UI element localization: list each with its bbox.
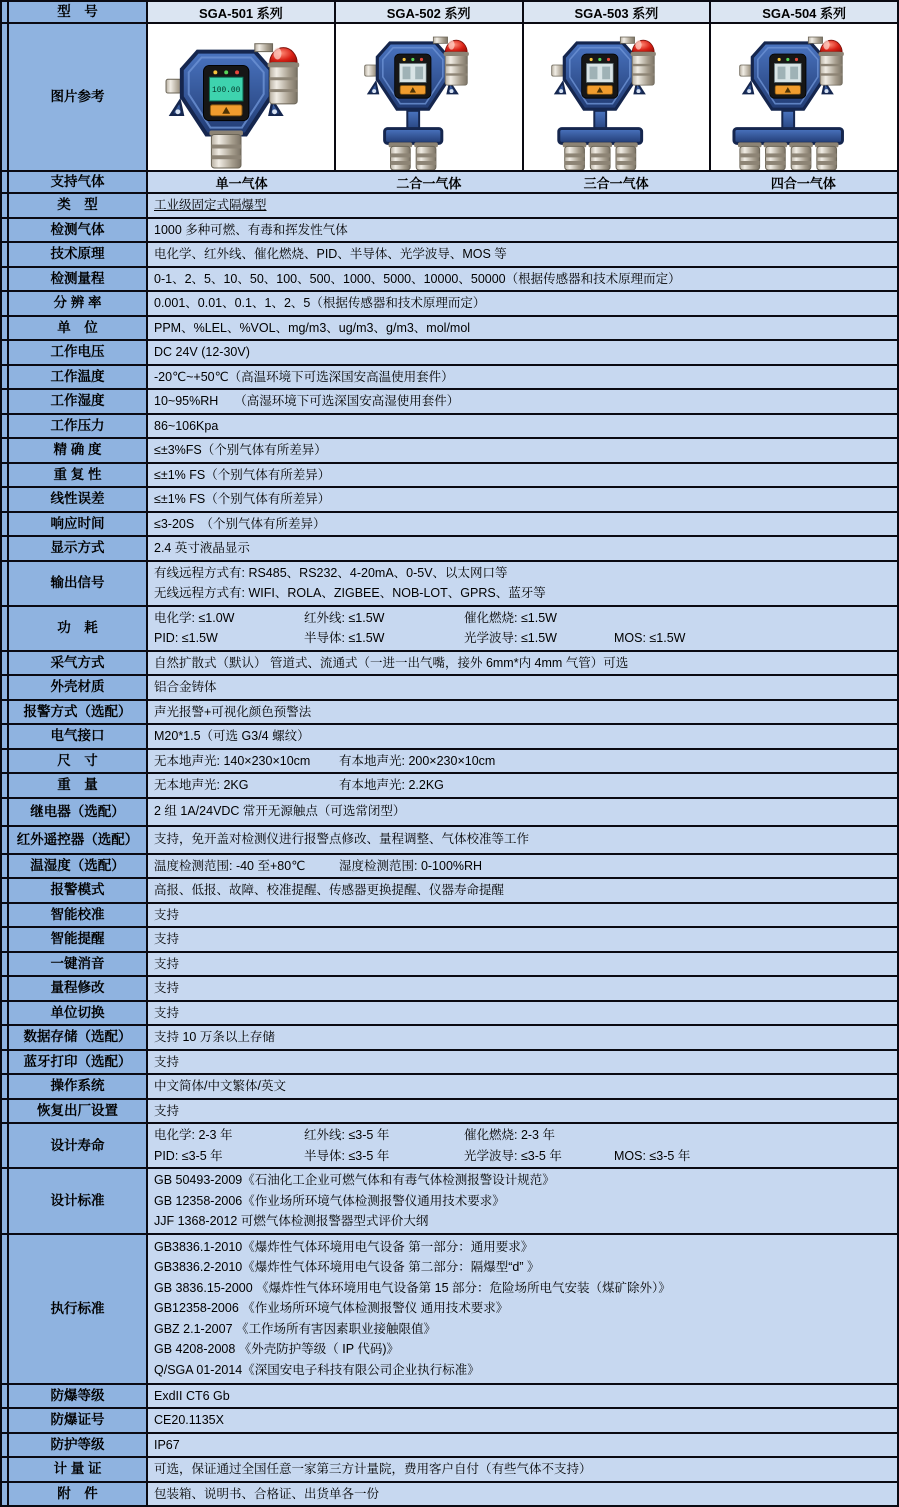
spec-label: 防爆证号 <box>9 1409 148 1432</box>
spec-label: 量程修改 <box>9 977 148 1000</box>
spec-value <box>148 977 897 1000</box>
spec-value-line: CE20.1135X <box>154 1413 224 1427</box>
left-strip <box>2 464 9 487</box>
spec-row <box>2 975 897 1000</box>
left-strip <box>2 366 9 389</box>
left-strip <box>2 855 9 878</box>
spec-value-line: 2.4 英寸液晶显示 <box>154 541 250 555</box>
spec-value-line: ≤±1% FS（个别气体有所差异） <box>154 492 331 506</box>
spec-row <box>2 699 897 724</box>
spec-row <box>2 1383 897 1408</box>
spec-row <box>2 748 897 773</box>
model-header-sga-502: SGA-502 系列 <box>336 2 524 22</box>
spec-value-line: Q/SGA 01-2014《深国安电子科技有限公司企业执行标准》 <box>154 1362 480 1377</box>
left-strip <box>2 24 9 170</box>
spec-row <box>2 1024 897 1049</box>
spec-row <box>2 1407 897 1432</box>
spec-row <box>2 926 897 951</box>
spec-value-line: 可选，保证通过全国任意一家第三方计量院，费用客户自付（有些气体不支持） <box>154 1462 592 1476</box>
spec-value <box>148 799 897 825</box>
spec-row <box>2 1167 897 1233</box>
spec-value-line: GB3836.2-2010《爆炸性气体环境用电气设备 第二部分：隔爆型“d” 》 <box>154 1260 540 1275</box>
spec-label: 继电器（选配） <box>9 799 148 825</box>
spec-value-line <box>154 1146 893 1167</box>
device-image-cell-sga-501 <box>148 24 336 170</box>
spec-value <box>148 537 897 560</box>
spec-value-segment: 有本地声光: 2.2KG <box>339 778 444 792</box>
spec-row <box>2 1233 897 1383</box>
left-strip <box>2 652 9 675</box>
left-strip <box>2 725 9 748</box>
spec-label: 类 型 <box>9 194 148 217</box>
model-header-sga-503: SGA-503 系列 <box>524 2 712 22</box>
left-strip <box>2 928 9 951</box>
device-illustration-sga-503 <box>524 24 708 170</box>
left-strip <box>2 953 9 976</box>
spec-value-line: 支持 <box>154 1005 180 1020</box>
spec-value-segment: PID: ≤3-5 年 <box>154 1148 223 1163</box>
spec-value-segment: 无本地声光: 2KG <box>154 778 249 792</box>
spec-value <box>148 953 897 976</box>
left-strip <box>2 1026 9 1049</box>
spec-row <box>2 364 897 389</box>
left-strip <box>2 513 9 536</box>
spec-value-line: 支持 <box>154 956 180 971</box>
spec-value-line: M20*1.5（可选 G3/4 螺纹） <box>154 729 310 743</box>
spec-value <box>148 1483 897 1506</box>
spec-value <box>148 513 897 536</box>
spec-value <box>148 725 897 748</box>
spec-label: 防护等级 <box>9 1434 148 1457</box>
gas-type-cell: 二合一气体 <box>335 172 522 192</box>
left-strip <box>2 1458 9 1481</box>
spec-label: 检测量程 <box>9 268 148 291</box>
spec-value <box>148 1434 897 1457</box>
spec-value-line: 86~106Kpa <box>154 418 219 433</box>
spec-value-segment: 催化燃烧: 2-3 年 <box>464 1128 555 1142</box>
spec-row <box>2 462 897 487</box>
spec-label: 输出信号 <box>9 562 148 605</box>
spec-value-line: GB 12358-2006《作业场所环境气体检测报警仪通用技术要求》 <box>154 1193 505 1208</box>
spec-value-segment: PID: ≤1.5W <box>154 631 218 645</box>
spec-value <box>148 219 897 242</box>
spec-value-segment: MOS: ≤1.5W <box>614 631 686 645</box>
left-strip <box>2 1051 9 1074</box>
spec-value-line: -20℃~+50℃（高温环境下可选深国安高温使用套件） <box>154 369 454 384</box>
device-image-cell-sga-504 <box>711 24 897 170</box>
spec-value-segment: 无本地声光: 140×230×10cm <box>154 753 311 768</box>
spec-value <box>148 1002 897 1025</box>
spec-label: 精 确 度 <box>9 439 148 462</box>
spec-row <box>2 853 897 878</box>
spec-label: 单位切换 <box>9 1002 148 1025</box>
spec-value <box>148 341 897 364</box>
spec-value <box>148 1409 897 1432</box>
spec-value-line: 工业级固定式隔爆型 <box>154 198 267 212</box>
spec-value-line: 2 组 1A/24VDC 常开无源触点（可选常闭型） <box>154 804 406 819</box>
spec-value-segment: 湿度检测范围: 0-100%RH <box>339 858 483 873</box>
spec-value-line: 声光报警+可视化颜色预警法 <box>154 704 312 719</box>
spec-value <box>148 562 897 605</box>
left-strip <box>2 1075 9 1098</box>
device-illustration-sga-504 <box>712 24 896 170</box>
spec-row <box>2 772 897 797</box>
spec-label: 蓝牙打印（选配） <box>9 1051 148 1074</box>
spec-label: 显示方式 <box>9 537 148 560</box>
spec-label: 执行标准 <box>9 1235 148 1383</box>
spec-value-line: 0-1、2、5、10、50、100、500、1000、5000、10000、50000（根据传感器和技术原理而定） <box>154 271 681 286</box>
spec-value <box>148 701 897 724</box>
spec-value <box>148 488 897 511</box>
spec-value-line: 支持，免开盖对检测仪进行报警点修改、量程调整、气体校准等工作 <box>154 832 530 847</box>
spec-label: 数据存储（选配） <box>9 1026 148 1049</box>
spec-row <box>2 511 897 536</box>
spec-value-line: 支持 <box>154 932 180 946</box>
spec-row <box>2 241 897 266</box>
spec-value <box>148 317 897 340</box>
spec-label: 智能校准 <box>9 904 148 927</box>
spec-value-line: 支持 10 万条以上存储 <box>154 1030 275 1044</box>
left-strip <box>2 1100 9 1123</box>
spec-value <box>148 292 897 315</box>
spec-value <box>148 1235 897 1383</box>
spec-value <box>148 879 897 902</box>
left-strip <box>2 774 9 797</box>
spec-row <box>2 902 897 927</box>
spec-value <box>148 268 897 291</box>
spec-value-line: ≤±3%FS（个别气体有所差异） <box>154 443 327 457</box>
spec-value-segment: 红外线: ≤1.5W <box>304 610 385 625</box>
row-label-gas: 支持气体 <box>9 172 148 192</box>
spec-value <box>148 774 897 797</box>
device-illustration-sga-501 <box>149 24 333 170</box>
spec-value-line: 支持 <box>154 1054 180 1069</box>
spec-value-line: 支持 <box>154 981 180 995</box>
spec-label: 防爆等级 <box>9 1385 148 1408</box>
device-illustration-sga-502 <box>337 24 521 170</box>
gas-type-cell: 四合一气体 <box>710 172 897 192</box>
spec-row <box>2 290 897 315</box>
supported-gas-row <box>2 170 897 192</box>
spec-value-line: GB 50493-2009《石油化工企业可燃气体和有毒气体检测报警设计规范》 <box>154 1173 555 1187</box>
spec-value-line <box>154 1125 893 1146</box>
left-strip <box>2 1235 9 1383</box>
spec-value <box>148 652 897 675</box>
spec-value <box>148 366 897 389</box>
spec-label: 智能提醒 <box>9 928 148 951</box>
spec-label: 单 位 <box>9 317 148 340</box>
spec-label: 恢复出厂设置 <box>9 1100 148 1123</box>
left-strip <box>2 904 9 927</box>
spec-row <box>2 535 897 560</box>
spec-value-segment: 半导体: ≤1.5W <box>304 631 385 645</box>
model-header-row <box>2 2 897 22</box>
spec-row <box>2 413 897 438</box>
spec-value-line: DC 24V (12-30V) <box>154 345 250 359</box>
left-strip <box>2 1483 9 1506</box>
spec-value <box>148 1100 897 1123</box>
spec-row <box>2 1098 897 1123</box>
model-header-sga-504: SGA-504 系列 <box>711 2 897 22</box>
device-image-cell-sga-503 <box>524 24 712 170</box>
spec-label: 采气方式 <box>9 652 148 675</box>
spec-value-line: GB3836.1-2010《爆炸性气体环境用电气设备 第一部分：通用要求》 <box>154 1239 534 1254</box>
left-strip <box>2 292 9 315</box>
spec-value-line: 0.001、0.01、0.1、1、2、5（根据传感器和技术原理而定） <box>154 296 486 310</box>
spec-value <box>148 415 897 438</box>
row-label-images: 图片参考 <box>9 24 148 170</box>
spec-value-segment: 电化学: 2-3 年 <box>154 1128 233 1142</box>
spec-label: 报警模式 <box>9 879 148 902</box>
spec-value-segment: 红外线: ≤3-5 年 <box>304 1128 390 1142</box>
left-strip <box>2 1124 9 1167</box>
left-strip <box>2 977 9 1000</box>
spec-value-segment: 半导体: ≤3-5 年 <box>304 1148 390 1163</box>
spec-value <box>148 1385 897 1408</box>
left-strip <box>2 1385 9 1408</box>
spec-row <box>2 315 897 340</box>
spec-label: 技术原理 <box>9 243 148 266</box>
spec-value-line: GB 3836.15-2000 《爆炸性气体环境用电气设备第 15 部分：危险场所电气安装（煤矿除外）》 <box>154 1280 671 1295</box>
spec-value-line <box>154 628 893 649</box>
left-strip <box>2 537 9 560</box>
spec-value <box>148 855 897 878</box>
spec-label: 线性误差 <box>9 488 148 511</box>
spec-label: 工作温度 <box>9 366 148 389</box>
left-strip <box>2 1002 9 1025</box>
spec-value-line: 1000 多种可燃、有毒和挥发性气体 <box>154 222 348 237</box>
spec-value-line: 支持 <box>154 907 180 922</box>
spec-label: 工作电压 <box>9 341 148 364</box>
spec-value-line: 支持 <box>154 1103 180 1118</box>
spec-label: 外壳材质 <box>9 676 148 699</box>
spec-value-line: 自然扩散式（默认） 管道式、流通式（一进一出气嘴，接外 6mm*内 4mm 气管）可选 <box>154 655 629 670</box>
spec-value <box>148 1026 897 1049</box>
spec-value-line: 有线远程方式有: RS485、RS232、4-20mA、0-5V、以太网口等 <box>154 565 508 580</box>
spec-value-line: 电化学、红外线、催化燃烧、PID、半导体、光学波导、MOS 等 <box>154 247 507 261</box>
spec-label: 设计寿命 <box>9 1124 148 1167</box>
left-strip <box>2 607 9 650</box>
spec-row <box>2 1049 897 1074</box>
spec-value <box>148 1169 897 1233</box>
spec-label: 分 辨 率 <box>9 292 148 315</box>
spec-value-segment: 温度检测范围: -40 至+80℃ <box>154 858 306 873</box>
spec-label: 报警方式（选配） <box>9 701 148 724</box>
spec-value-segment: 有本地声光: 200×230×10cm <box>339 753 496 768</box>
left-strip <box>2 562 9 605</box>
spec-row <box>2 560 897 605</box>
spec-value-line <box>154 751 893 772</box>
spec-value-line: 包装箱、说明书、合格证、出货单各一份 <box>154 1486 380 1501</box>
spec-row <box>2 217 897 242</box>
left-strip <box>2 799 9 825</box>
spec-row <box>2 1432 897 1457</box>
left-strip <box>2 701 9 724</box>
spec-value <box>148 827 897 853</box>
spec-label: 温湿度（选配） <box>9 855 148 878</box>
spec-row <box>2 951 897 976</box>
device-image-cell-sga-502 <box>336 24 524 170</box>
spec-value-line: JJF 1368-2012 可燃气体检测报警器型式评价大纲 <box>154 1214 429 1228</box>
spec-value-line: ≤±1% FS（个别气体有所差异） <box>154 467 331 482</box>
spec-value <box>148 243 897 266</box>
spec-label: 设计标准 <box>9 1169 148 1233</box>
spec-value-line: ≤3-20S （个别气体有所差异） <box>154 516 326 531</box>
left-strip <box>2 2 9 22</box>
spec-value-line: GBZ 2.1-2007 《工作场所有害因素职业接触限值》 <box>154 1321 436 1336</box>
spec-label: 工作压力 <box>9 415 148 438</box>
spec-row <box>2 797 897 825</box>
spec-row <box>2 266 897 291</box>
spec-row <box>2 1122 897 1167</box>
spec-row <box>2 1000 897 1025</box>
left-strip <box>2 172 9 192</box>
spec-row <box>2 650 897 675</box>
left-strip <box>2 1409 9 1432</box>
spec-label: 操作系统 <box>9 1075 148 1098</box>
spec-row <box>2 192 897 217</box>
spec-value <box>148 1075 897 1098</box>
spec-label: 功 耗 <box>9 607 148 650</box>
spec-label: 附 件 <box>9 1483 148 1506</box>
spec-value-line: 中文简体/中文繁体/英文 <box>154 1079 286 1093</box>
spec-value-line <box>154 608 893 629</box>
spec-label: 电气接口 <box>9 725 148 748</box>
spec-value-line: ExdII CT6 Gb <box>154 1388 230 1403</box>
spec-value-segment: MOS: ≤3-5 年 <box>614 1148 691 1163</box>
spec-label: 尺 寸 <box>9 750 148 773</box>
spec-label: 响应时间 <box>9 513 148 536</box>
spec-label: 检测气体 <box>9 219 148 242</box>
left-strip <box>2 488 9 511</box>
spec-label: 工作湿度 <box>9 390 148 413</box>
left-strip <box>2 317 9 340</box>
spec-value-line: 高报、低报、故障、校准提醒、传感器更换提醒、仪器寿命提醒 <box>154 883 505 897</box>
left-strip <box>2 390 9 413</box>
spec-row <box>2 486 897 511</box>
row-label-model: 型 号 <box>9 2 148 22</box>
spec-label: 一键消音 <box>9 953 148 976</box>
spec-value-line: PPM、%LEL、%VOL、mg/m3、ug/m3、g/m3、mol/mol <box>154 320 471 335</box>
gas-type-cell: 三合一气体 <box>523 172 710 192</box>
spec-label: 重 复 性 <box>9 464 148 487</box>
left-strip <box>2 879 9 902</box>
spec-value <box>148 1124 897 1167</box>
spec-row <box>2 339 897 364</box>
left-strip <box>2 415 9 438</box>
spec-value-segment: 光学波导: ≤1.5W <box>464 631 557 645</box>
spec-row <box>2 1456 897 1481</box>
spec-value <box>148 1051 897 1074</box>
spec-value <box>148 928 897 951</box>
left-strip <box>2 219 9 242</box>
spec-value-line: IP67 <box>154 1437 180 1452</box>
gas-type-cell: 单一气体 <box>148 172 335 192</box>
spec-value-line <box>154 775 893 796</box>
spec-value-line: GB12358-2006 《作业场所环境气体检测报警仪 通用技术要求》 <box>154 1301 509 1316</box>
spec-value <box>148 439 897 462</box>
left-strip <box>2 194 9 217</box>
spec-value-segment: 光学波导: ≤3-5 年 <box>464 1148 562 1163</box>
spec-value <box>148 464 897 487</box>
spec-label: 红外遥控器（选配） <box>9 827 148 853</box>
spec-value <box>148 750 897 773</box>
spec-row <box>2 825 897 853</box>
spec-row <box>2 388 897 413</box>
left-strip <box>2 1169 9 1233</box>
spec-value-segment: 电化学: ≤1.0W <box>154 610 235 625</box>
spec-row <box>2 1481 897 1506</box>
svg-text:100.00: 100.00 <box>211 86 241 96</box>
spec-row <box>2 674 897 699</box>
spec-value <box>148 904 897 927</box>
spec-value-line <box>154 856 893 877</box>
spec-value-line: 铝合金铸体 <box>154 680 217 694</box>
spec-value-line: 无线远程方式有: WIFI、ROLA、ZIGBEE、NOB-LOT、GPRS、蓝牙等 <box>154 586 546 600</box>
spec-value <box>148 194 897 217</box>
model-header-sga-501: SGA-501 系列 <box>148 2 336 22</box>
left-strip <box>2 827 9 853</box>
spec-value <box>148 1458 897 1481</box>
spec-value-line: 10~95%RH （高湿环境下可选深国安高湿使用套件） <box>154 394 460 408</box>
left-strip <box>2 439 9 462</box>
left-strip <box>2 341 9 364</box>
left-strip <box>2 676 9 699</box>
image-reference-row <box>2 22 897 170</box>
spec-value <box>148 607 897 650</box>
spec-row <box>2 723 897 748</box>
spec-value <box>148 390 897 413</box>
spec-value <box>148 676 897 699</box>
spec-label: 计 量 证 <box>9 1458 148 1481</box>
spec-row <box>2 437 897 462</box>
spec-value-line: GB 4208-2008 《外壳防护等级（ IP 代码)》 <box>154 1342 399 1357</box>
spec-label: 重 量 <box>9 774 148 797</box>
left-strip <box>2 1434 9 1457</box>
left-strip <box>2 750 9 773</box>
spec-value-segment: 催化燃烧: ≤1.5W <box>464 610 557 625</box>
left-strip <box>2 268 9 291</box>
spec-row <box>2 605 897 650</box>
spec-row <box>2 1073 897 1098</box>
left-strip <box>2 243 9 266</box>
spec-row <box>2 877 897 902</box>
